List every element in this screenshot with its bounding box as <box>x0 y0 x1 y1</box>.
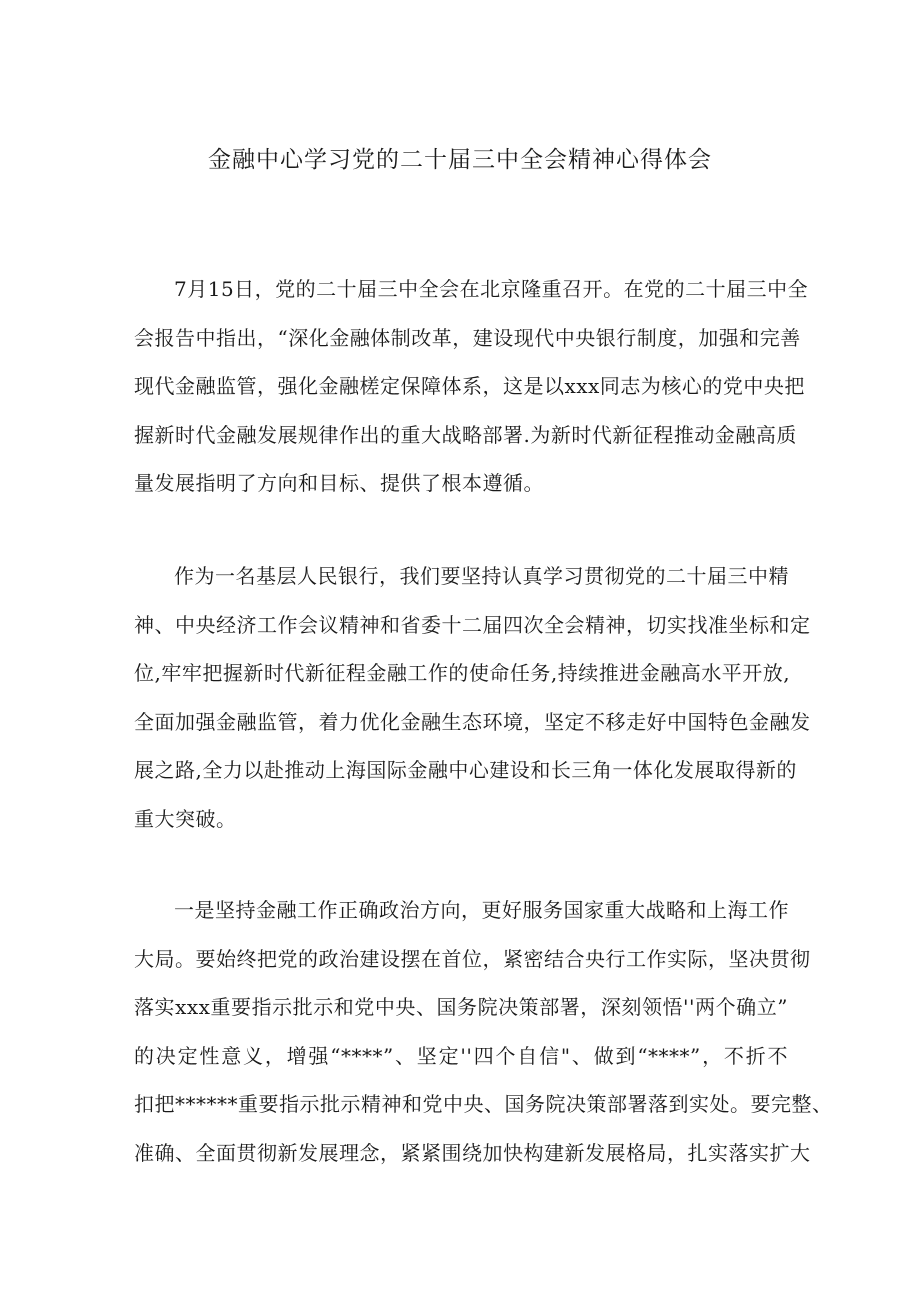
paragraph-line: 落实xxx重要指示批示和党中央、国务院决策部署，深刻领悟''两个确立” <box>134 995 788 1020</box>
paragraph-2 <box>134 552 811 844</box>
paragraph-line: 的决定性意义，增强“****”、坚定''四个自信"、做到“****”，不折不 <box>134 1043 788 1068</box>
paragraph-line: 展之路,全力以赴推动上海国际金融中心建设和长三角一体化发展取得新的 <box>134 758 797 783</box>
paragraph-line: 大局。要始终把党的政治建设摆在首位，紧密结合央行工作实际，坚决贯彻 <box>134 946 811 971</box>
paragraph-line: 准确、全面贯彻新发展理念，紧紧围绕加快构建新发展格局，扎实落实扩大 <box>134 1140 811 1165</box>
paragraph-line: 现代金融监管，强化金融槎定保障体系，这是以xxx同志为核心的党中央把 <box>134 374 805 399</box>
paragraph-line: 会报告中指出，“深化金融体制改革，建设现代中央银行制度，加强和完善 <box>134 325 801 350</box>
paragraph-line: 握新时代金融发展规律作出的重大战略部署.为新时代新征程推动金融高质 <box>134 422 797 447</box>
paragraph-line: 神、中央经济工作会议精神和省委十二届四次全会精神，切实找准坐标和定 <box>134 612 811 637</box>
paragraph-line: 一是坚持金融工作正确政治方向，更好服务国家重大战略和上海工作 <box>174 898 789 922</box>
paragraph-line: 重大突破。 <box>134 806 237 831</box>
paragraph-line: 7月15日，党的二十届三中全会在北京隆重召开。在党的二十届三中全 <box>174 277 809 301</box>
paragraph-line: 扣把******重要指示批示精神和党中央、国务院决策部署落到实处。要完整、 <box>134 1092 833 1117</box>
paragraph-line: 位,牢牢把握新时代新征程金融工作的使命任务,持续推进金融高水平开放, <box>134 661 791 686</box>
paragraph-line: 全面加强金融监管，着力优化金融生态环境，坚定不移走好中国特色金融发 <box>134 709 811 734</box>
document-title: 金融中心学习党的二十届三中全会精神心得体会 <box>208 147 712 173</box>
paragraph-line: 量发展指明了方向和目标、提供了根本遵循。 <box>134 471 544 496</box>
paragraph-1 <box>134 265 809 508</box>
paragraph-3 <box>134 886 833 1178</box>
paragraph-line: 作为一名基层人民银行，我们要坚持认真学习贯彻党的二十届三中精 <box>174 564 789 588</box>
